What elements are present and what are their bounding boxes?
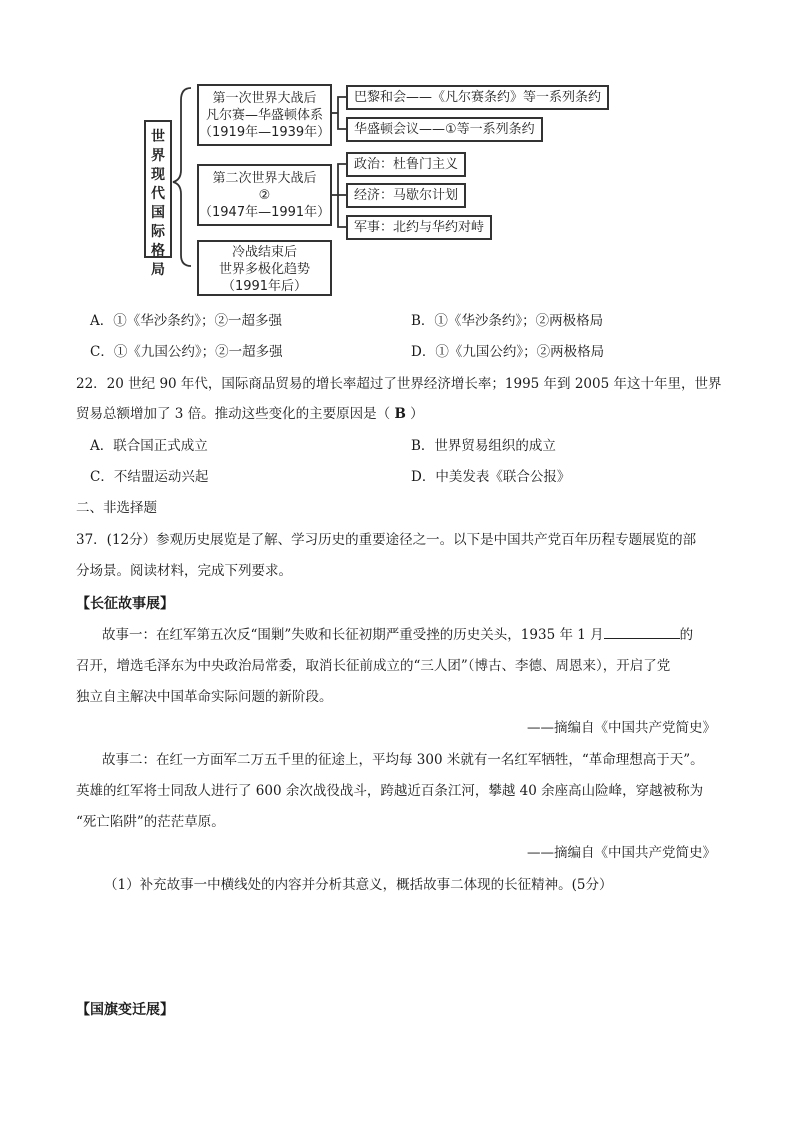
q21-option-b: B．①《华沙条约》；②两极格局 [411,313,604,329]
period2-line: （1947年—1991年） [199,205,331,220]
period1-brace [338,97,346,129]
diagram-title-vertical [144,120,172,278]
q22-option-c: C．不结盟运动兴起 [90,469,209,485]
q21-option-c: C．①《九国公约》；②一超多强 [90,344,283,360]
period2-box [197,164,332,226]
answer-blank [604,624,680,639]
story1-line1-suffix: 的 [679,627,694,643]
main-brace [173,88,191,266]
period1-line: （1919年—1939年） [199,125,331,140]
story2-source: ——摘编自《中国共产党简史》 [527,845,716,861]
story1-line2: 召开，增选毛泽东为中央政治局常委，取消长征前成立的“三人团”（博古、李德、周恩来），开启了党 [76,658,671,674]
p2-item-economy: 经济：马歇尔计划 [346,183,466,208]
story1-line1 [102,624,693,645]
title-char: 国 [151,205,165,221]
p2-item-military: 军事：北约与华约对峙 [346,215,492,240]
section2-heading: 二、非选择题 [76,500,157,516]
story1-line3: 独立自主解决中国革命实际问题的新阶段。 [76,689,333,705]
story2-line1: 故事二：在红一方面军二万五千里的征途上，平均每 300 米就有一名红军牺牲，“革命理想高于天”。 [102,752,704,768]
exhibit-flag-title: 【国旗变迁展】 [76,1002,174,1018]
title-char: 界 [151,148,165,164]
p1-item-paris: 巴黎和会——《凡尔赛条约》等一系列条约 [346,85,609,110]
q37-subquestion-1: （1）补充故事一中横线处的内容并分析其意义，概括故事二体现的长征精神。(5分） [104,877,613,893]
period3-line: 世界多极化趋势 [218,262,310,277]
period1-box [197,84,332,146]
title-char: 现 [151,167,165,183]
q22-stem-prefix: 贸易总额增加了 3 倍。推动这些变化的主要原因是（ [76,406,395,422]
period1-line: 第一次世界大战后 [212,91,317,106]
exhibit-longmarch-title: 【长征故事展】 [76,596,174,612]
q22-answer: B [394,406,406,422]
q22-stem-suffix: ） [405,406,424,422]
title-char: 格 [151,243,165,259]
title-char: 际 [151,224,165,240]
story2-line3: “死亡陷阱”的茫茫草原。 [76,814,225,830]
q21-option-a: A．①《华沙条约》；②一超多强 [90,313,282,329]
period2-line: ② [258,188,271,203]
q37-stem-line1: 37．(12分）参观历史展览是了解、学习历史的重要途径之一。以下是中国共产党百年历程专题展览的部 [76,532,697,548]
story1-line1-prefix: 故事一：在红军第五次反“围剿”失败和长征初期严重受挫的历史关头，1935 年 1 月 [102,627,604,643]
p1-item-washington: 华盛顿会议——①等一系列条约 [346,117,543,142]
story2-line2: 英雄的红军将士同敌人进行了 600 余次战役战斗，跨越近百条江河，攀越 40 余座高山险峰，穿越被称为 [76,783,704,799]
period1-line: 凡尔赛—华盛顿体系 [205,108,323,123]
p2-item-politics: 政治：杜鲁门主义 [346,152,466,177]
q22-stem-line2 [76,404,424,424]
title-char: 局 [151,262,165,278]
story1-source: ——摘编自《中国共产党简史》 [527,720,716,736]
title-char: 代 [151,186,165,202]
period3-box [197,240,332,296]
period2-line: 第二次世界大战后 [212,171,317,186]
q22-stem-line1: 22．20 世纪 90 年代，国际商品贸易的增长率超过了世界经济增长率；1995 年到 2005 年这十年里，世界 [76,376,722,392]
q21-option-d: D．①《九国公约》；②两极格局 [411,344,605,360]
period3-line: （1991年后） [221,279,308,294]
q22-option-d: D．中美发表《联合公报》 [411,469,571,485]
q22-option-b: B．世界贸易组织的成立 [411,438,556,454]
q22-option-a: A．联合国正式成立 [90,438,208,454]
title-char: 世 [151,129,165,145]
q37-stem-line2: 分场景。阅读材料，完成下列要求。 [76,563,292,579]
period3-line: 冷战结束后 [231,245,297,260]
